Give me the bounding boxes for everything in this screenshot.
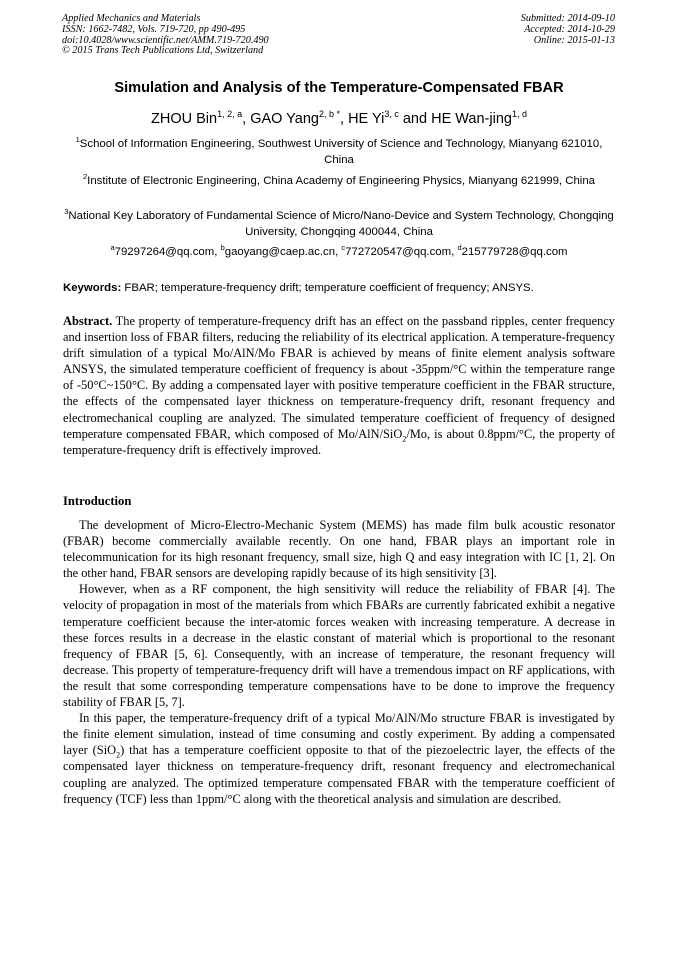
- author-name: HE Yi: [348, 111, 385, 127]
- abstract-label: Abstract.: [63, 314, 113, 328]
- paragraph: [63, 710, 615, 807]
- online-date: Online: 2015-01-13: [533, 34, 615, 46]
- copyright-line: © 2015 Trans Tech Publications Ltd, Switzerland: [62, 45, 264, 57]
- author-list: [0, 111, 678, 127]
- keywords-text: FBAR; temperature-frequency drift; temperature coefficient of frequency; ANSYS.: [121, 282, 534, 294]
- keywords-label: Keywords:: [63, 282, 122, 294]
- affiliation-text: Institute of Electronic Engineering, China Academy of Engineering Physics, Mianyang 621999, China: [87, 175, 595, 187]
- author-name: HE Wan-jing: [431, 111, 512, 127]
- affiliation-sup: 3: [64, 207, 69, 217]
- introduction-body: [63, 517, 615, 807]
- subscript: 2: [116, 750, 121, 760]
- issn-line: ISSN: 1662-7482, Vols. 719-720, pp 490-495: [62, 23, 246, 35]
- doi-line: doi:10.4028/www.scientific.net/AMM.719-720.490: [62, 34, 269, 46]
- affiliation-sup: 1: [75, 135, 80, 145]
- paper-title: Simulation and Analysis of the Temperature-Compensated FBAR: [114, 80, 564, 96]
- paragraph: The development of Micro-Electro-Mechanic System (MEMS) has made film bulk acoustic resonator (FBAR) become commercially available recently. On one hand, FBAR plays an important role in telecommunication for its high resonant frequency, small size, high Q and easy integration with IC [1, 2]. On the other hand, FBAR sensors are developing rapidly because of its high sensitivity [3].: [63, 518, 615, 581]
- author-sep: ,: [242, 111, 251, 127]
- author-sup: 2, b *: [318, 109, 340, 120]
- dates-header: [521, 14, 615, 46]
- journal-name: Applied Mechanics and Materials: [62, 13, 201, 24]
- section-heading: Introduction: [63, 494, 132, 508]
- email-link[interactable]: 79297264@qq.com,: [114, 246, 221, 258]
- email-sup: b: [220, 243, 225, 253]
- email-sup: a: [110, 243, 115, 253]
- paragraph-text: In this paper, the temperature-frequency drift of a typical Mo/AlN/Mo structure FBAR is investigated by the finite element simulation, instead of time consuming and costly experiment. By adding a compensated layer (SiO: [63, 711, 615, 758]
- affiliation-sup: 2: [83, 172, 88, 182]
- affiliation-1: [62, 137, 616, 168]
- journal-header: [62, 14, 269, 57]
- author-name: ZHOU Bin: [151, 111, 218, 127]
- affiliation-3: [62, 209, 616, 240]
- abstract: [63, 313, 615, 458]
- affiliation-2: [62, 174, 616, 190]
- author-name: GAO Yang: [250, 111, 319, 127]
- email-list: [0, 243, 678, 258]
- affiliation-text: National Key Laboratory of Fundamental Science of Micro/Nano-Device and System Technology, Chongqing University, Chongqing 400044, China: [68, 210, 614, 238]
- keywords: [63, 282, 623, 294]
- affiliation-text: School of Information Engineering, Southwest University of Science and Technology, Mianyang 621010, China: [79, 138, 603, 166]
- email-sup: d: [457, 243, 462, 253]
- author-sup: 1, d: [511, 109, 527, 120]
- submitted-date: Submitted: 2014-09-10: [520, 13, 615, 24]
- email-sup: c: [341, 243, 346, 253]
- author-sup: 1, 2, a: [217, 109, 243, 120]
- accepted-date: Accepted: 2014-10-29: [524, 23, 615, 35]
- email-link[interactable]: 215779728@qq.com: [461, 246, 568, 258]
- abstract-text: /Mo, is about 0.8ppm/°C, the property of temperature-frequency drift is effectively improved.: [63, 426, 615, 457]
- paragraph-text: ) that has a temperature coefficient opposite to that of the piezoelectric layer, the effects of the compensated layer thickness on temperature-frequency drift, resonant frequency and electromechanical coupling are analyzed. The optimized temperature compensated FBAR with the temperature coefficient of frequency (TCF) less than 1ppm/°C along with the theoretical analysis and simulation are described.: [63, 743, 615, 806]
- author-sup: 3, c: [384, 109, 399, 120]
- paragraph: However, when as a RF component, the high sensitivity will reduce the reliability of FBAR [4]. The velocity of propagation in most of the materials from which FBARs are currently fabricated exhibit a negative temperature coefficient because the inter-atomic forces weaken with increasing temperature. A decrease in these forces results in a decrease in the elastic constant of material which is proportional to the resonant frequency of FBAR [5, 6]. Consequently, with an increase of temperature, the resonant frequency will decrease. This property of temperature-frequency drift will have a tremendous impact on RF applications, with the result that some corresponding temperature compensations have to be done to improve the frequency stability of FBAR [5, 7].: [63, 582, 615, 710]
- author-sep: ,: [340, 111, 349, 127]
- email-link[interactable]: gaoyang@caep.ac.cn,: [224, 246, 342, 258]
- abstract-text: The property of temperature-frequency drift has an effect on the passband ripples, center frequency and insertion loss of FBAR filters, reducing the reliability of its electrical application. A temperature-frequency drift simulation of a typical Mo/AlN/Mo FBAR is achieved by means of finite element analysis software ANSYS, the simulated temperature coefficient of frequency is about -35ppm/°C within the temperature range of -50°C~150°C. By adding a compensated layer with positive temperature coefficient in the FBAR structure, the effects of the compensated layer thickness on temperature-frequency drift, resonant frequency and electromechanical coupling are analyzed. The simulated temperature coefficient of frequency of designed temperature compensated FBAR, which composed of Mo/AlN/SiO: [63, 314, 615, 441]
- subscript: 2: [402, 434, 407, 444]
- email-link[interactable]: 772720547@qq.com,: [345, 246, 458, 258]
- author-sep: and: [398, 111, 432, 127]
